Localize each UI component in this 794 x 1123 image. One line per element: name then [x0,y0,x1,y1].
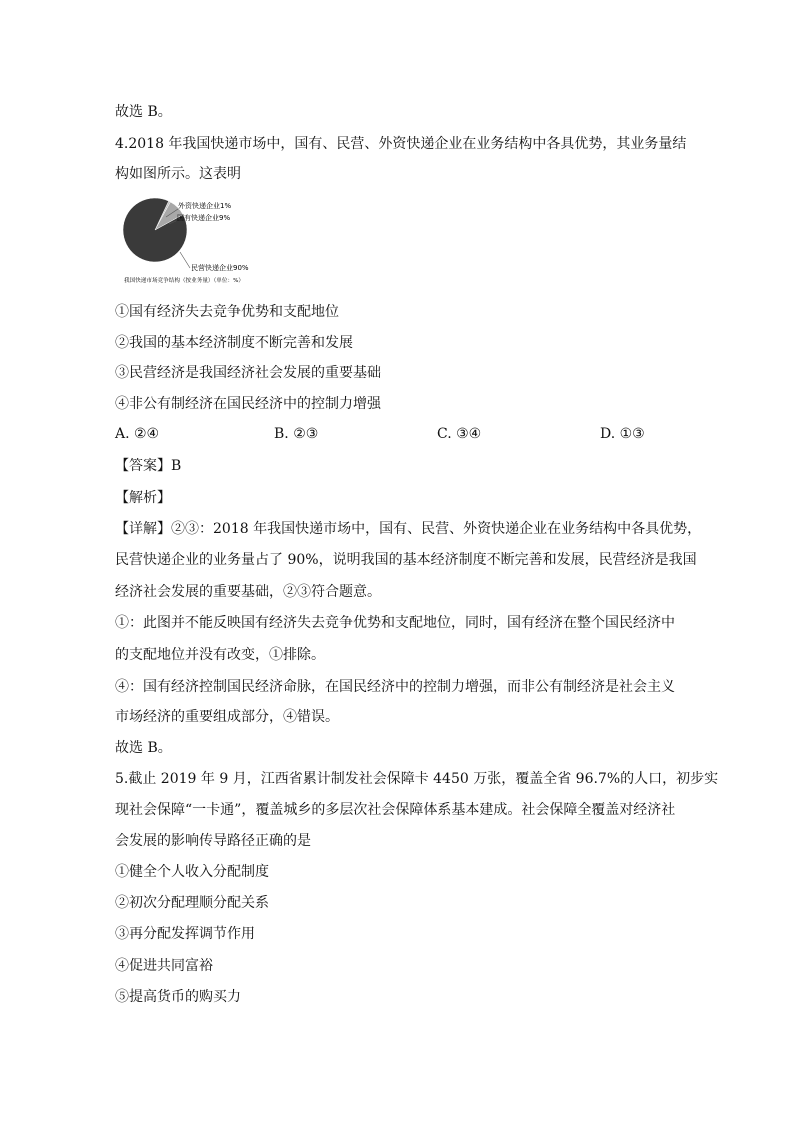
statement-4: ④非公有制经济在国民经济中的控制力增强 [115,396,381,412]
detail-line-1: 【详解】②③：2018 年我国快递市场中，国有、民营、外资快递企业在业务结构中各具优势， [115,521,702,537]
question-4-line-2: 构如图所示。这表明 [115,166,241,182]
q5-item-2: ②初次分配理顺分配关系 [115,895,269,911]
q5-item-1: ①健全个人收入分配制度 [115,864,269,880]
question-5-line-2: 现社会保障“一卡通”，覆盖城乡的多层次社会保障体系基本建成。社会保障全覆盖对经济社 [115,802,676,818]
detail-line-4: ①：此图并不能反映国有经济失去竞争优势和支配地位，同时，国有经济在整个国民经济中 [115,615,675,631]
analysis-label: 【解析】 [115,490,171,506]
detail-line-3: 经济社会发展的重要基础，②③符合题意。 [115,584,381,600]
slice-label-foreign: 外资快递企业1% [178,202,232,210]
q5-item-3: ③再分配发挥调节作用 [115,926,255,942]
detail-line-2: 民营快递企业的业务量占了 90%，说明我国的基本经济制度不断完善和发展，民营经济是我国 [115,552,697,568]
detail-line-7: 市场经济的重要组成部分，④错误。 [115,709,339,725]
slice-label-private: 民营快递企业90% [191,264,249,272]
line-l2: 故选 B。 [115,740,172,756]
statement-3: ③民营经济是我国经济社会发展的重要基础 [115,365,381,381]
q5-item-4: ④促进共同富裕 [115,958,213,974]
option-d: D. ①③ [600,426,645,442]
statement-1: ①国有经济失去竞争优势和支配地位 [115,304,339,320]
question-5-line-3: 会发展的影响传导路径正确的是 [115,833,311,849]
answer-label: 【答案】B [115,458,182,474]
pie-chart [122,190,292,290]
option-b: B. ②③ [274,426,319,442]
question-4-line-1: 4.2018 年我国快递市场中，国有、民营、外资快递企业在业务结构中各具优势，其业务量结 [115,136,687,152]
option-c: C. ③④ [437,426,482,442]
detail-line-5: 的支配地位并没有改变，①排除。 [115,647,325,663]
option-a: A. ②④ [115,426,160,442]
question-5-line-1: 5.截止 2019 年 9 月，江西省累计制发社会保障卡 4450 万张，覆盖全省 96.7%的人口，初步实 [115,771,719,787]
detail-line-6: ④：国有经济控制国民经济命脉，在国民经济中的控制力增强，而非公有制经济是社会主义 [115,679,675,695]
line-l1: 故选 B。 [115,104,172,120]
q5-item-5: ⑤提高货币的购买力 [115,989,241,1005]
slice-label-state: 国有快递企业9% [177,214,231,222]
statement-2: ②我国的基本经济制度不断完善和发展 [115,335,353,351]
chart-title: 我国快递市场竞争结构（按业务量）（单位：%） [124,278,244,284]
